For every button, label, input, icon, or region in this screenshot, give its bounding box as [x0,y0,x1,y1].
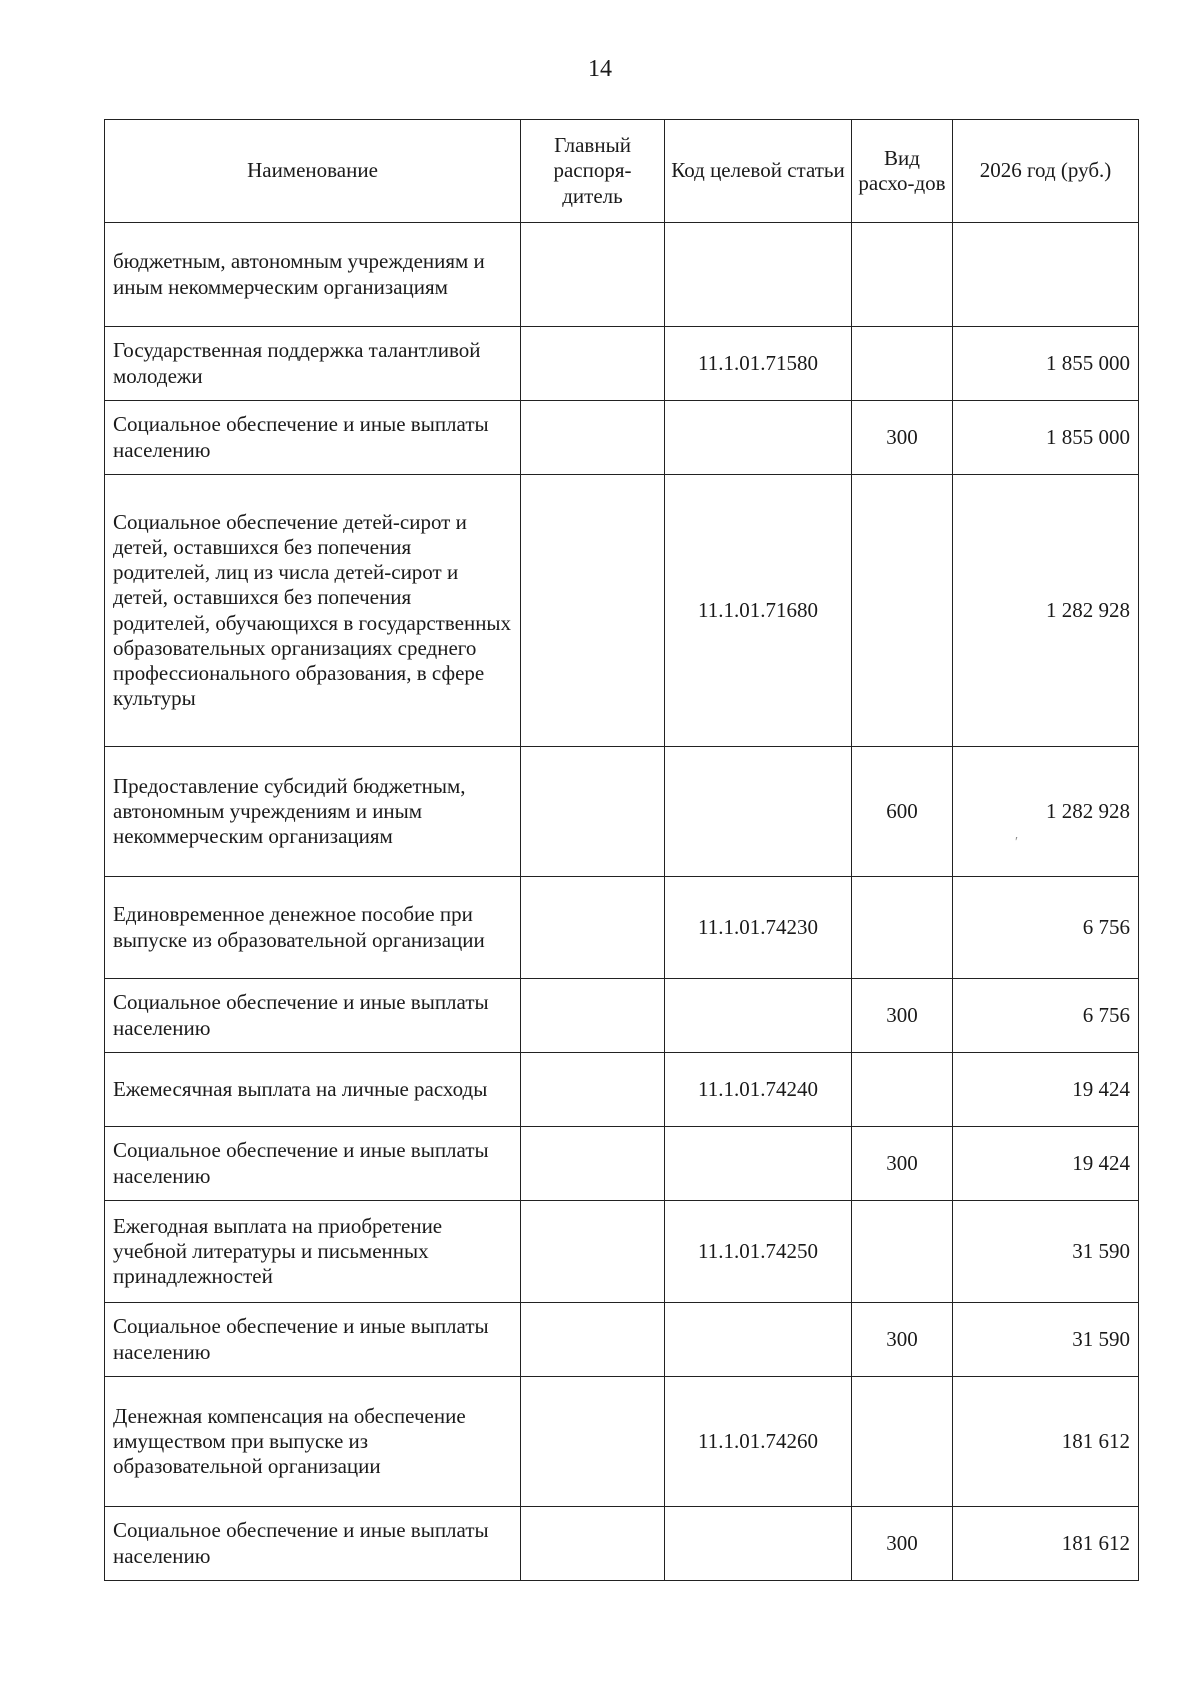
cell-code [665,223,852,327]
cell-code: 11.1.01.74260 [665,1377,852,1507]
table-row [105,1377,1139,1507]
table-row [105,475,1139,747]
cell-name: Ежегодная выплата на приобретение учебной литературы и письменных принадлежностей [105,1201,521,1303]
cell-type [852,1201,953,1303]
cell-code: 11.1.01.71580 [665,327,852,401]
cell-name: Государственная поддержка талантливой молодежи [105,327,521,401]
cell-amount [953,223,1139,327]
cell-code: 11.1.01.74240 [665,1053,852,1127]
cell-amount: 6 756 [953,979,1139,1053]
cell-code [665,747,852,877]
cell-name: Социальное обеспечение детей-сирот и детей, оставшихся без попечения родителей, лиц из числа детей-сирот и детей, оставшихся без попечения родителей, обучающихся в государственных образовательных организациях среднего профессионального образования, в сфере культуры [105,475,521,747]
table-row [105,1127,1139,1201]
cell-amount: 1 855 000 [953,327,1139,401]
table-row [105,1201,1139,1303]
cell-type: 300 [852,979,953,1053]
cell-type [852,223,953,327]
header-row [105,120,1139,223]
cell-amount: 1 282 928 [953,475,1139,747]
cell-name: бюджетным, автономным учреждениям и иным некоммерческим организациям [105,223,521,327]
cell-type: 300 [852,1507,953,1581]
cell-name: Единовременное денежное пособие при выпуске из образовательной организации [105,877,521,979]
cell-code [665,1303,852,1377]
table-row [105,401,1139,475]
scan-speck: ′ [1015,835,1019,850]
cell-amount: 31 590 [953,1303,1139,1377]
header-name: Наименование [105,120,521,223]
budget-table [104,119,1139,1581]
cell-type [852,475,953,747]
cell-amount: 31 590 [953,1201,1139,1303]
cell-admin [521,475,665,747]
cell-name: Предоставление субсидий бюджетным, автономным учреждениям и иным некоммерческим организациям [105,747,521,877]
header-code: Код целевой статьи [665,120,852,223]
table-row [105,979,1139,1053]
cell-name: Денежная компенсация на обеспечение имуществом при выпуске из образовательной организации [105,1377,521,1507]
cell-code [665,1127,852,1201]
cell-type: 300 [852,1303,953,1377]
cell-admin [521,1507,665,1581]
cell-admin [521,1377,665,1507]
cell-amount: 1 282 928 [953,747,1139,877]
table-row [105,1303,1139,1377]
cell-amount: 6 756 [953,877,1139,979]
table-row [105,877,1139,979]
cell-code: 11.1.01.71680 [665,475,852,747]
cell-admin [521,1201,665,1303]
cell-amount: 1 855 000 [953,401,1139,475]
table-header [105,120,1139,223]
cell-type: 300 [852,1127,953,1201]
cell-name: Социальное обеспечение и иные выплаты населению [105,979,521,1053]
cell-admin [521,327,665,401]
cell-code: 11.1.01.74250 [665,1201,852,1303]
table-body [105,223,1139,1581]
cell-name: Социальное обеспечение и иные выплаты населению [105,401,521,475]
cell-name: Социальное обеспечение и иные выплаты населению [105,1127,521,1201]
page-number: 14 [588,56,612,82]
header-amount: 2026 год (руб.) [953,120,1139,223]
cell-code [665,1507,852,1581]
cell-amount: 181 612 [953,1377,1139,1507]
cell-type [852,1053,953,1127]
table-row [105,747,1139,877]
table-row [105,327,1139,401]
cell-admin [521,1303,665,1377]
cell-admin [521,223,665,327]
cell-type [852,877,953,979]
cell-code [665,979,852,1053]
cell-admin [521,401,665,475]
cell-type: 300 [852,401,953,475]
cell-amount: 19 424 [953,1127,1139,1201]
cell-admin [521,877,665,979]
cell-type [852,327,953,401]
cell-admin [521,747,665,877]
cell-admin [521,1053,665,1127]
header-type: Вид расхо-дов [852,120,953,223]
cell-code [665,401,852,475]
table-row [105,1053,1139,1127]
cell-type: 600 [852,747,953,877]
table-row [105,1507,1139,1581]
cell-admin [521,1127,665,1201]
cell-name: Социальное обеспечение и иные выплаты населению [105,1507,521,1581]
cell-name: Ежемесячная выплата на личные расходы [105,1053,521,1127]
cell-type [852,1377,953,1507]
table-row [105,223,1139,327]
header-admin: Главный распоря-дитель [521,120,665,223]
cell-code: 11.1.01.74230 [665,877,852,979]
cell-amount: 19 424 [953,1053,1139,1127]
cell-admin [521,979,665,1053]
cell-amount: 181 612 [953,1507,1139,1581]
cell-name: Социальное обеспечение и иные выплаты населению [105,1303,521,1377]
